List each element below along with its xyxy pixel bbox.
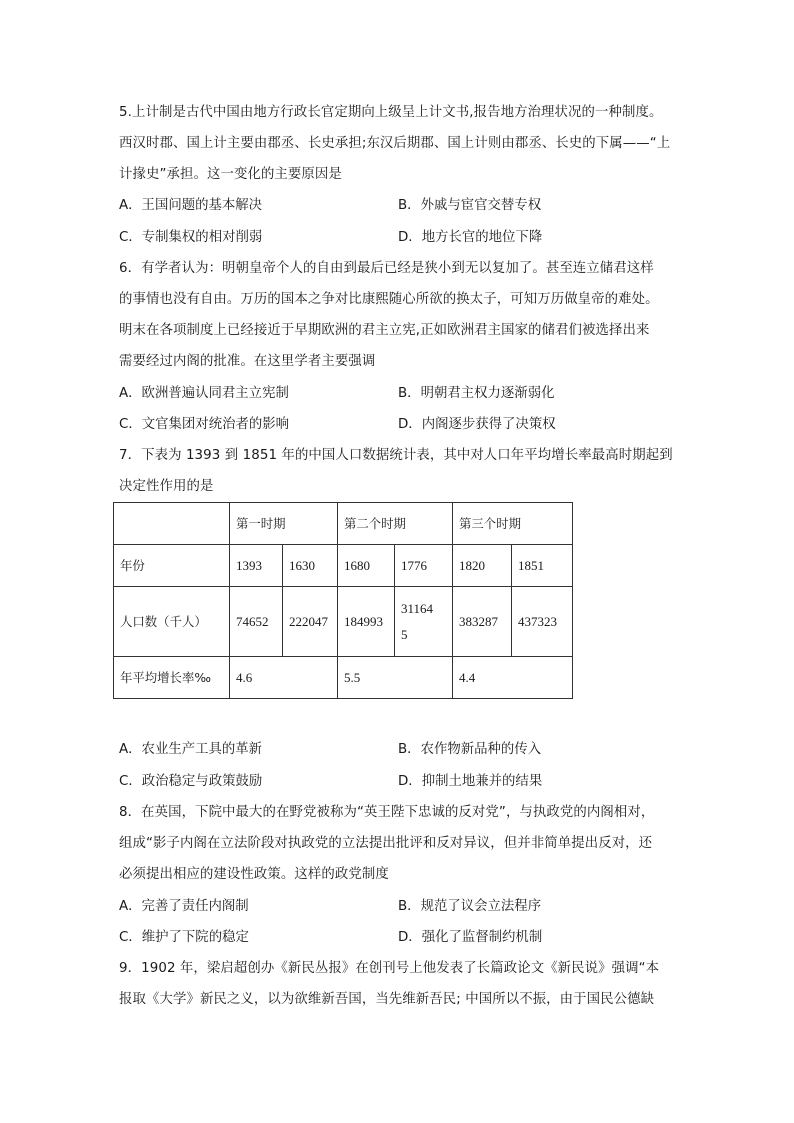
table-row-population [114, 587, 573, 657]
q6-text-line-2: 的事情也没有自由。万历的国本之争对比康熙随心所欲的换太子，可知万历做皇帝的难处。 [119, 292, 659, 307]
q5-option-c[interactable]: C．专制集权的相对削弱 [119, 230, 263, 245]
q6-text-line-4: 需要经过内阁的批准。在这里学者主要强调 [119, 354, 376, 369]
growth-rate-row-label: 年平均增长率‰ [114, 657, 230, 699]
q5-text-line-1: 5.上计制是古代中国由地方行政长官定期向上级呈上计文书,报告地方治理状况的一种制度。 [119, 105, 663, 120]
q5-option-b[interactable]: B．外戚与宦官交替专权 [398, 198, 542, 213]
year-cell: 1630 [283, 545, 338, 587]
year-row-label: 年份 [114, 545, 230, 587]
table-row-years [114, 545, 573, 587]
q8-option-a[interactable]: A．完善了责任内阁制 [119, 899, 249, 914]
table-header-row [114, 503, 573, 545]
q7-option-c[interactable]: C．政治稳定与政策鼓励 [119, 774, 263, 789]
q8-text-line-3: 必须提出相应的建设性政策。这样的政党制度 [119, 867, 389, 882]
table-row-growth-rate [114, 657, 573, 699]
year-cell: 1393 [230, 545, 283, 587]
population-cell: 437323 [512, 587, 573, 657]
q7-text-line-2: 决定性作用的是 [119, 479, 214, 494]
q8-text-line-1: 8．在英国，下院中最大的在野党被称为“英王陛下忠诚的反对党”，与执政党的内阁相对， [119, 805, 655, 820]
q6-option-c[interactable]: C．文官集团对统治者的影响 [119, 417, 290, 432]
q5-text-line-3: 计掾史”承担。这一变化的主要原因是 [119, 167, 342, 182]
population-cell: 31164 5 [395, 587, 453, 657]
q8-option-b[interactable]: B．规范了议会立法程序 [398, 899, 542, 914]
q7-text-line-1: 7．下表为 1393 到 1851 年的中国人口数据统计表，其中对人口年平均增长率最高时期起到 [119, 448, 673, 463]
q5-text-line-2: 西汉时郡、国上计主要由郡丞、长史承担;东汉后期郡、国上计则由郡丞、长史的下属——“上 [119, 136, 671, 151]
population-cell: 222047 [283, 587, 338, 657]
q6-text-line-1: 6．有学者认为：明朝皇帝个人的自由到最后已经是狭小到无以复加了。甚至连立储君这样 [119, 261, 654, 276]
period-1-header: 第一时期 [230, 503, 338, 545]
growth-rate-cell: 4.6 [230, 657, 338, 699]
period-2-header: 第二个时期 [338, 503, 453, 545]
population-cell: 383287 [453, 587, 512, 657]
q9-text-line-2: 报取《大学》新民之义，以为欲维新吾国，当先维新吾民; 中国所以不振，由于国民公德缺 [119, 992, 655, 1007]
year-cell: 1851 [512, 545, 573, 587]
q6-text-line-3: 明末在各项制度上已经接近于早期欧洲的君主立宪,正如欧洲君主国家的储君们被选择出来 [119, 323, 650, 338]
year-cell: 1776 [395, 545, 453, 587]
q5-option-d[interactable]: D．地方长官的地位下降 [398, 230, 543, 245]
q8-option-d[interactable]: D．强化了监督制约机制 [398, 930, 543, 945]
period-3-header: 第三个时期 [453, 503, 573, 545]
growth-rate-cell: 5.5 [338, 657, 453, 699]
q6-option-b[interactable]: B．明朝君主权力逐渐弱化 [398, 386, 555, 401]
year-cell: 1680 [338, 545, 395, 587]
population-table [113, 502, 573, 699]
table-corner-cell [114, 503, 230, 545]
population-cell: 184993 [338, 587, 395, 657]
q8-option-c[interactable]: C．维护了下院的稳定 [119, 930, 249, 945]
q7-option-d[interactable]: D．抑制土地兼并的结果 [398, 774, 543, 789]
q9-text-line-1: 9．1902 年，梁启超创办《新民丛报》在创刊号上他发表了长篇政论文《新民说》强调“本 [119, 961, 660, 976]
q7-option-b[interactable]: B．农作物新品种的传入 [398, 742, 542, 757]
q5-option-a[interactable]: A．王国问题的基本解决 [119, 198, 263, 213]
q6-option-a[interactable]: A．欧洲普遍认同君主立宪制 [119, 386, 289, 401]
year-cell: 1820 [453, 545, 512, 587]
population-cell: 74652 [230, 587, 283, 657]
q8-text-line-2: 组成“影子内阁在立法阶段对执政党的立法提出批评和反对异议，但并非简单提出反对，还 [119, 836, 653, 851]
population-row-label: 人口数（千人） [114, 587, 230, 657]
growth-rate-cell: 4.4 [453, 657, 573, 699]
q6-option-d[interactable]: D．内阁逐步获得了决策权 [398, 417, 556, 432]
q7-option-a[interactable]: A．农业生产工具的革新 [119, 742, 263, 757]
